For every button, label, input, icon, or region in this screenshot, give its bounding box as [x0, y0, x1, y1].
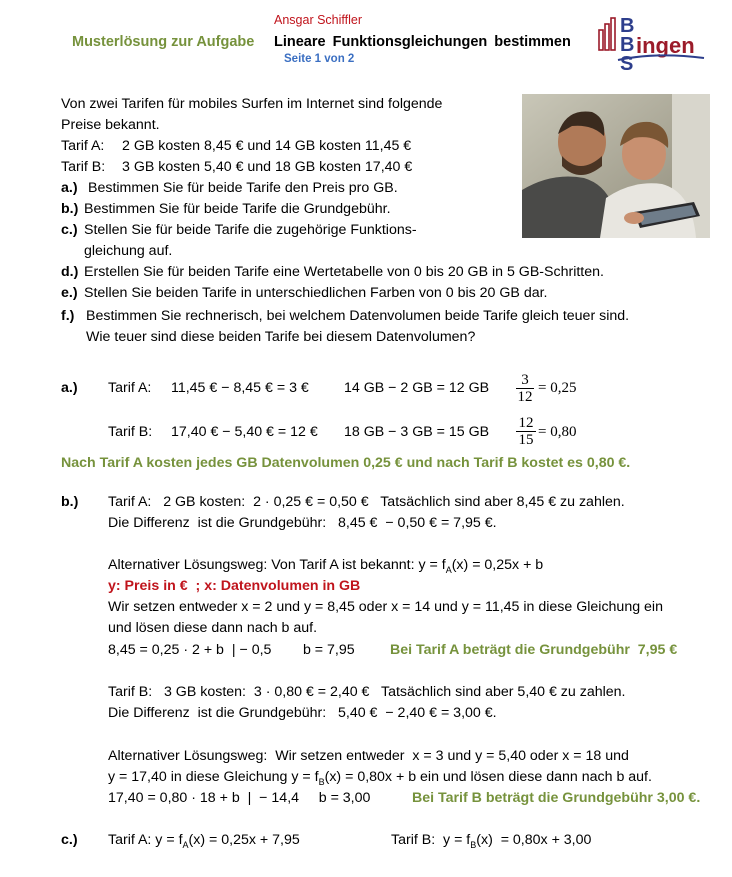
solution-a-tarif-a: Tarif A:: [108, 380, 152, 396]
task-a-label: a.): [61, 180, 78, 196]
task-b-label: b.): [61, 201, 79, 217]
fraction-a: [516, 372, 534, 405]
solution-b-label: b.): [61, 494, 79, 510]
balt-line-2-sub: B: [318, 776, 325, 787]
task-c-label: c.): [61, 222, 78, 238]
solution-b-alt-line-3: und lösen diese dann nach b auf.: [108, 620, 318, 636]
solution-b-tarif-a-line-2: Die Differenz ist die Grundgebühr: 8,45 € − 0,50 € = 7,95 €.: [108, 515, 497, 531]
solution-a-price-diff-b: 17,40 € − 5,40 € = 12 €: [171, 424, 318, 440]
alt-line-1-start: Alternativer Lösungsweg: Von Tarif A ist bekannt: y = f: [108, 557, 446, 573]
solution-c-a-sub: A: [182, 839, 189, 850]
solution-b-result-a: Bei Tarif A beträgt die Grundgebühr 7,95 €: [390, 642, 678, 658]
alt-line-1-sub: A: [445, 564, 452, 575]
task-f-text-2: Wie teuer sind diese beiden Tarife bei diesem Datenvolumen?: [86, 329, 476, 345]
task-d-label: d.): [61, 264, 79, 280]
solution-c-b-start: Tarif B: y = f: [391, 832, 471, 848]
bbs-logo: [596, 12, 708, 74]
task-f-text: Bestimmen Sie rechnerisch, bei welchem Datenvolumen beide Tarife gleich teuer sind.: [86, 308, 630, 324]
solution-a-label: a.): [61, 380, 78, 396]
fraction-b-result: = 0,80: [538, 424, 577, 440]
solution-a-conclusion: Nach Tarif A kosten jedes GB Datenvolumen 0,25 € und nach Tarif B kostet es 0,80 €.: [61, 455, 631, 471]
svg-text:B: B: [620, 15, 635, 37]
subject-label: Musterlösung zur Aufgabe: [72, 34, 255, 50]
page-number: Seite 1 von 2: [284, 53, 355, 65]
solution-c-tarif-b: [391, 832, 591, 850]
solution-c-a-start: Tarif A: y = f: [108, 832, 183, 848]
solution-a-price-diff-a: 11,45 € − 8,45 € = 3 €: [171, 380, 309, 396]
author-name: Ansgar Schiffler: [274, 13, 363, 27]
intro-line-1: Von zwei Tarifen für mobiles Surfen im Internet sind folgende: [61, 96, 443, 112]
solution-b-alt-line-1: [108, 557, 543, 575]
fraction-a-result: = 0,25: [538, 380, 577, 396]
solution-b-alt-line-4: 8,45 = 0,25 · 2 + b | − 0,5 b = 7,95: [108, 642, 355, 658]
fraction-a-numerator: 3: [516, 372, 534, 389]
alt-line-1-end: (x) = 0,25x + b: [451, 557, 544, 573]
balt-line-2-end: (x) = 0,80x + b ein und lösen diese dann nach b auf.: [324, 769, 652, 785]
solution-b-balt-line-1: Alternativer Lösungsweg: Wir setzen entweder x = 3 und y = 5,40 oder x = 18 und: [108, 748, 629, 764]
tarif-a-info: 2 GB kosten 8,45 € und 14 GB kosten 11,45 €: [122, 138, 412, 154]
task-c-text-2: gleichung auf.: [84, 243, 173, 259]
solution-b-balt-line-2: [108, 769, 652, 787]
intro-line-2: Preise bekannt.: [61, 117, 160, 133]
tarif-b-label: Tarif B:: [61, 159, 106, 175]
fraction-b: [516, 415, 536, 448]
task-b-text: Bestimmen Sie für beide Tarife die Grundgebühr.: [84, 201, 391, 217]
fraction-b-denominator: 15: [518, 432, 534, 448]
solution-a-tarif-b: Tarif B:: [108, 424, 153, 440]
task-c-text: Stellen Sie für beide Tarife die zugehörige Funktions-: [84, 222, 417, 238]
fraction-a-denominator: 12: [517, 389, 533, 405]
solution-b-tarif-b-line-1: Tarif B: 3 GB kosten: 3 · 0,80 € = 2,40 € Tatsächlich sind aber 5,40 € zu zahlen.: [108, 684, 626, 700]
task-f-label: f.): [61, 308, 75, 324]
svg-text:S: S: [620, 53, 634, 74]
solution-c-label: c.): [61, 832, 78, 848]
solution-b-balt-line-3: 17,40 = 0,80 · 18 + b | − 14,4 b = 3,00: [108, 790, 371, 806]
tarif-b-info: 3 GB kosten 5,40 € und 18 GB kosten 17,40 €: [122, 159, 413, 175]
solution-a-gb-diff-b: 18 GB − 3 GB = 15 GB: [344, 424, 490, 440]
svg-text:B: B: [620, 34, 635, 56]
fraction-b-numerator: 12: [516, 415, 536, 432]
photo-two-men-with-tablet: [522, 94, 710, 238]
solution-c-a-end: (x) = 0,25x + 7,95: [188, 832, 300, 848]
task-a-text: Bestimmen Sie für beide Tarife den Preis pro GB.: [88, 180, 398, 196]
task-e-text: Stellen Sie beiden Tarife in unterschiedlichen Farben von 0 bis 20 GB dar.: [84, 285, 548, 301]
solution-b-result-b: Bei Tarif B beträgt die Grundgebühr 3,00 €.: [412, 790, 701, 806]
task-d-text: Erstellen Sie für beiden Tarife eine Wertetabelle von 0 bis 20 GB in 5 GB-Schritten.: [84, 264, 604, 280]
solution-b-tarif-b-line-2: Die Differenz ist die Grundgebühr: 5,40 € − 2,40 € = 3,00 €.: [108, 705, 497, 721]
solution-c-tarif-a: [108, 832, 300, 850]
solution-a-gb-diff-a: 14 GB − 2 GB = 12 GB: [344, 380, 490, 396]
task-e-label: e.): [61, 285, 78, 301]
tarif-a-label: Tarif A:: [61, 138, 105, 154]
solution-c-b-sub: B: [470, 839, 477, 850]
solution-b-alt-line-2: Wir setzen entweder x = 2 und y = 8,45 oder x = 14 und y = 11,45 in diese Gleichung ein: [108, 599, 663, 615]
solution-c-b-end: (x) = 0,80x + 3,00: [476, 832, 592, 848]
balt-line-2-start: y = 17,40 in diese Gleichung y = f: [108, 769, 319, 785]
variable-legend: y: Preis in € ; x: Datenvolumen in GB: [108, 578, 361, 594]
svg-text:ingen: ingen: [636, 33, 695, 58]
solution-b-tarif-a-line-1: Tarif A: 2 GB kosten: 2 · 0,25 € = 0,50 € Tatsächlich sind aber 8,45 € zu zahlen.: [108, 494, 625, 510]
page-title: Lineare Funktionsgleichungen bestimmen: [274, 34, 571, 50]
